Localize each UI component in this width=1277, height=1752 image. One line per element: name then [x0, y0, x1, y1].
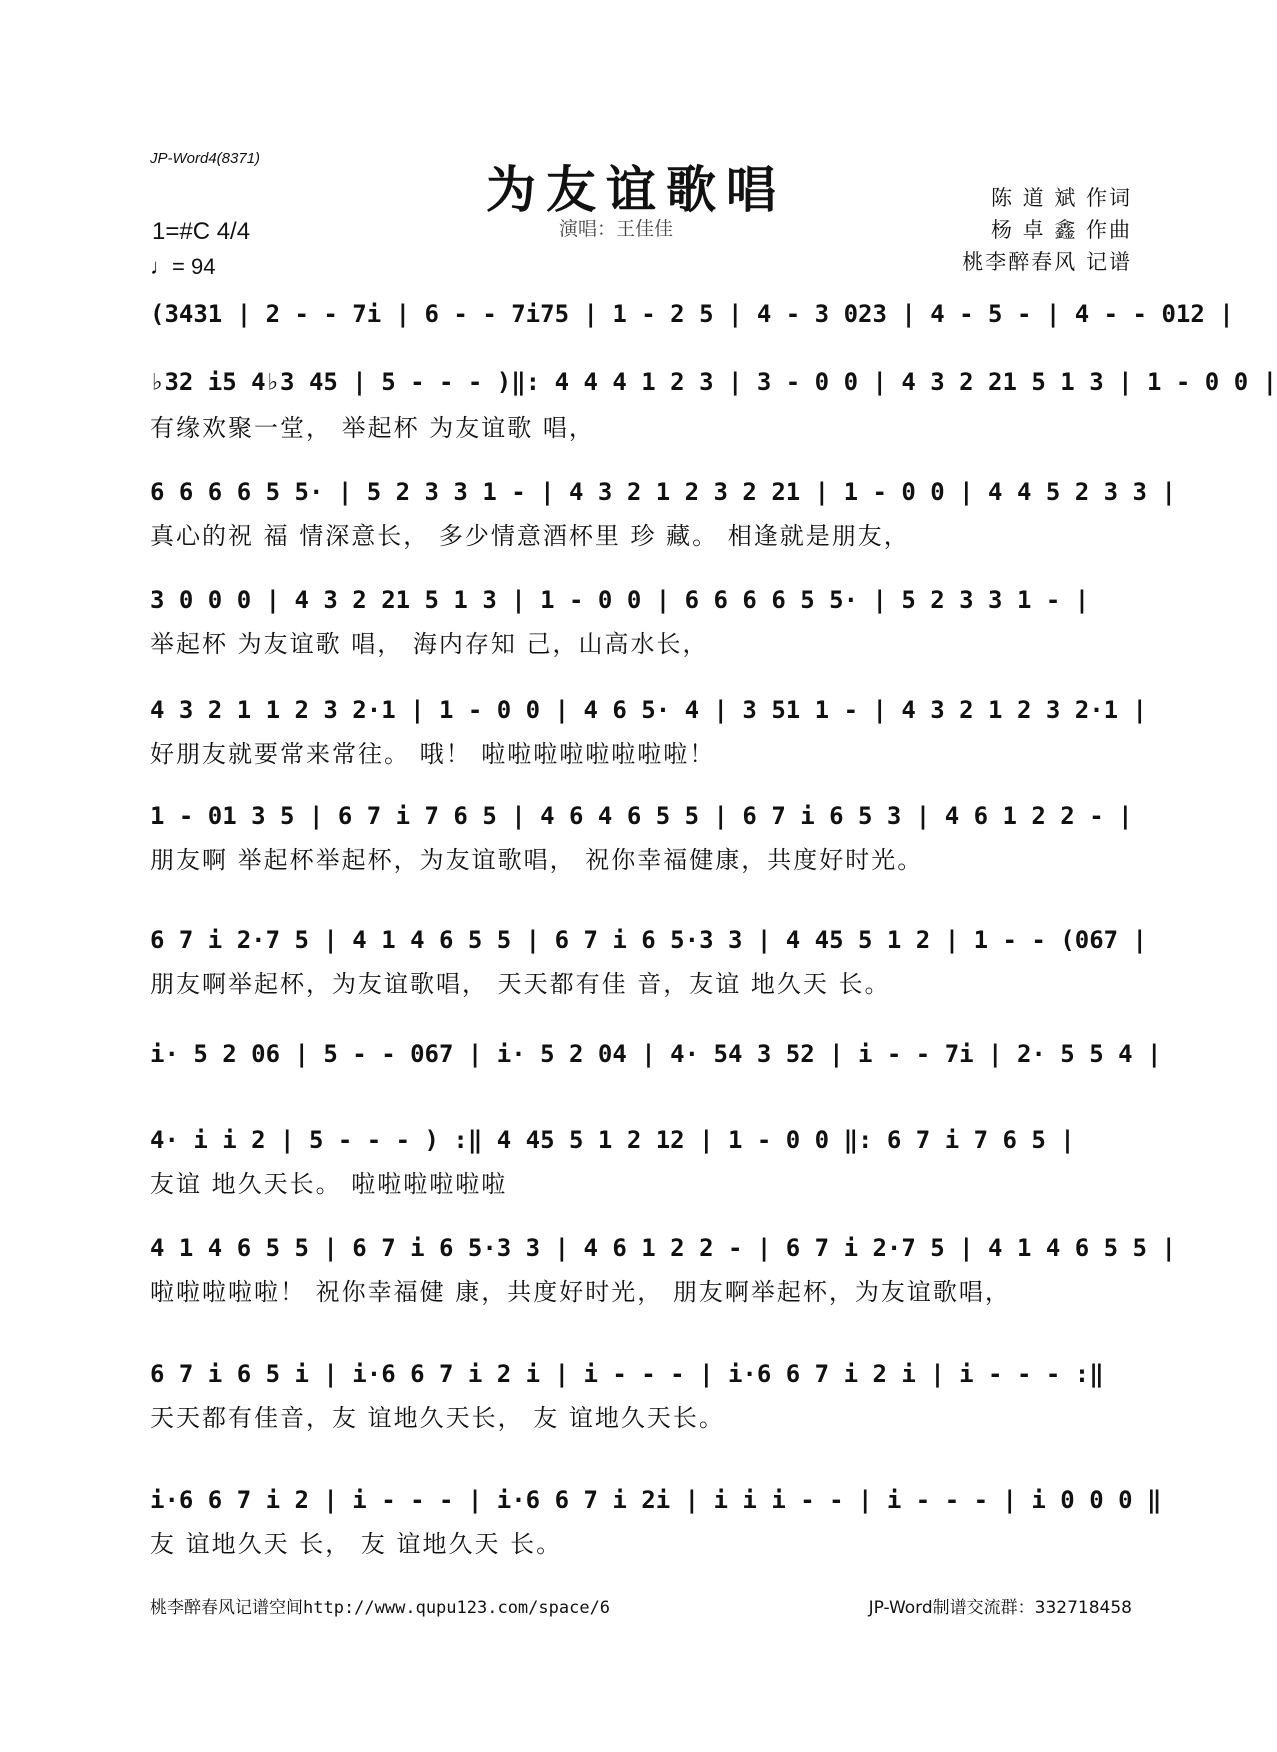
lyric-line: 天天都有佳音，友 谊地久天长， 友 谊地久天长。 — [150, 1404, 725, 1432]
lyric-line: 好朋友就要常来常往。 哦！ 啦啦啦啦啦啦啦啦！ — [150, 740, 716, 768]
lyric-line: 友 谊地久天 长， 友 谊地久天 长。 — [150, 1530, 563, 1558]
software-version: JP-Word4(8371) — [150, 150, 261, 167]
transcriber-credit: 桃李醉春风 记谱 — [962, 250, 1132, 274]
key-signature: 1=#C 4/4 — [152, 218, 251, 245]
notation-line: 6 6 6 6 5 5· | 5 2 3 3 1 - | 4 3 2 1 2 3 2 21 | 1 - 0 0 | 4 4 5 2 3 3 | — [150, 478, 1176, 506]
lyric-line: 有缘欢聚一堂， 举起杯 为友谊歌 唱， — [150, 414, 595, 442]
notation-line: 6 7 i 6 5 i | i·6 6 7 i 2 i | i - - - | i·6 6 7 i 2 i | i - - - :‖ — [150, 1360, 1104, 1388]
composer-credit: 杨 卓 鑫 作曲 — [990, 218, 1132, 242]
lyric-line: 啦啦啦啦啦！ 祝你幸福健 康，共度好时光， 朋友啊举起杯，为友谊歌唱， — [150, 1278, 1011, 1306]
notation-line: ♭32 i5 4♭3 45 | 5 - - - )‖: 4 4 4 1 2 3 | 3 - 0 0 | 4 3 2 21 5 1 3 | 1 - 0 0 | — [150, 368, 1277, 396]
notation-line: i·6 6 7 i 2 | i - - - | i·6 6 7 i 2i | i i i - - | i - - - | i 0 0 0 ‖ — [150, 1486, 1162, 1514]
notation-line: 4 3 2 1 1 2 3 2·1 | 1 - 0 0 | 4 6 5· 4 | 3 51 1 - | 4 3 2 1 2 3 2·1 | — [150, 696, 1147, 724]
notation-line: 4 1 4 6 5 5 | 6 7 i 6 5·3 3 | 4 6 1 2 2 - | 6 7 i 2·7 5 | 4 1 4 6 5 5 | — [150, 1234, 1176, 1262]
lyricist-credit: 陈 道 斌 作词 — [990, 186, 1132, 210]
notation-line: 4· i i 2 | 5 - - - ) :‖ 4 45 5 1 2 12 | 1 - 0 0 ‖: 6 7 i 7 6 5 | — [150, 1126, 1075, 1154]
notation-line: 6 7 i 2·7 5 | 4 1 4 6 5 5 | 6 7 i 6 5·3 3 | 4 45 5 1 2 | 1 - - (067 | — [150, 926, 1147, 954]
lyric-line: 举起杯 为友谊歌 唱， 海内存知 己，山高水长， — [150, 630, 709, 658]
notation-line: 3 0 0 0 | 4 3 2 21 5 1 3 | 1 - 0 0 | 6 6 6 6 5 5· | 5 2 3 3 1 - | — [150, 586, 1090, 614]
singer: 演唱：王佳佳 — [558, 218, 673, 240]
lyric-line: 友谊 地久天长。 啦啦啦啦啦啦 — [150, 1170, 508, 1198]
lyric-line: 朋友啊举起杯，为友谊歌唱， 天天都有佳 音，友谊 地久天 长。 — [150, 970, 891, 998]
notation-line: 1 - 01 3 5 | 6 7 i 7 6 5 | 4 6 4 6 5 5 | 6 7 i 6 5 3 | 4 6 1 2 2 - | — [150, 802, 1133, 830]
notation-line: i· 5 2 06 | 5 - - 067 | i· 5 2 04 | 4· 54 3 52 | i - - 7i | 2· 5 5 4 | — [150, 1040, 1162, 1068]
notation-line: (3431 | 2 - - 7i | 6 - - 7i75 | 1 - 2 5 | 4 - 3 023 | 4 - 5 - | 4 - - 012 | — [150, 300, 1234, 328]
lyric-line: 朋友啊 举起杯举起杯，为友谊歌唱， 祝你幸福健康，共度好时光。 — [150, 846, 924, 874]
footer-group: JP-Word制谱交流群：332718458 — [868, 1598, 1132, 1618]
tempo-marking: ♩= 94 — [150, 254, 216, 279]
footer-website: 桃李醉春风记谱空间http://www.qupu123.com/space/6 — [150, 1598, 611, 1618]
lyric-line: 真心的祝 福 情深意长， 多少情意酒杯里 珍 藏。 相逢就是朋友， — [150, 522, 910, 550]
song-title: 为友谊歌唱 — [486, 160, 786, 219]
